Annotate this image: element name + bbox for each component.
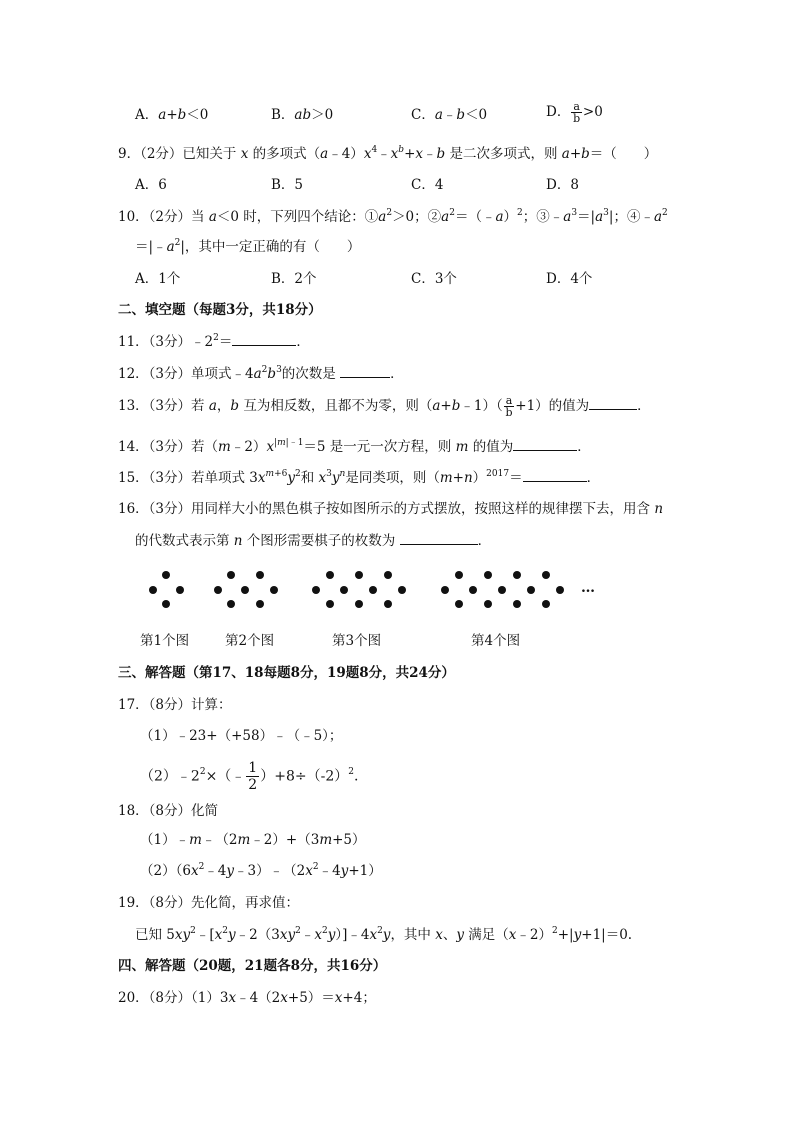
dot — [312, 586, 320, 594]
q10-option-a: A．1个 — [135, 271, 181, 287]
q19-body: 已知 $5xy^2﹣[x^2y﹣2(3xy^2﹣x^2y)]﹣4x^2y$，其中 x、y 满足（x﹣2）$^2$+|y+1|＝0. — [135, 925, 633, 943]
dot — [513, 571, 521, 579]
q17-heading: 17．（8分）计算： — [118, 697, 232, 713]
section-2-heading: 二、填空题（每题3分，共18分） — [118, 302, 322, 318]
dot — [384, 571, 392, 579]
q9-option-c: C．4 — [411, 177, 444, 193]
q14: 14．（3分）若$(m﹣2)x^{|m|﹣1}=5$ 是一元一次方程，则 m 的值为 ． — [118, 437, 591, 455]
dot — [542, 600, 550, 608]
q8-option-b: B．ab＞0 — [271, 107, 334, 123]
dot — [469, 586, 477, 594]
q17-part-2: $(2)﹣2^2\times(﹣$ $\frac{1}{2}$ ）$+8\div(-2)^2$. — [140, 760, 359, 793]
q14-answer-blank[interactable] — [513, 436, 577, 451]
q16-stem-line1: 16．（3分）用同样大小的黑色棋子按如图所示的方式摆放，按照这样的规律摆下去，用含 n — [118, 501, 664, 517]
q9-option-d: D．8 — [546, 177, 579, 193]
dot — [149, 586, 157, 594]
dot — [227, 571, 235, 579]
q10-stem-line1: 10．（2分）当 a＜0 时，下列四个结论：$①a^2>0$；$②a^2=(﹣a)^2$；$③﹣a^3=|a^3|$；$④﹣a^2$ — [118, 207, 668, 225]
section-4-heading: 四、解答题（20题，21题各8分，共16分） — [118, 958, 387, 974]
q19-heading: 19．（8分）先化简，再求值： — [118, 895, 300, 911]
q18-part-1: （1）﹣m﹣（2m﹣2）+（3m+5） — [140, 832, 366, 848]
dot — [227, 600, 235, 608]
q10-option-c: C．3个 — [411, 271, 457, 287]
fraction-one-half: $\frac{1}{2}$ — [248, 760, 258, 793]
q18-part-2: $(2)(6x^2﹣4y﹣3)﹣(2x^2﹣4y+1)$ — [140, 861, 382, 879]
dot — [176, 586, 184, 594]
q11: 11．（3分）$﹣2^2=$ ． — [118, 332, 310, 350]
q13-answer-blank[interactable] — [589, 395, 637, 410]
dot — [542, 571, 550, 579]
dot — [398, 586, 406, 594]
fraction-a-over-b: $\frac{a}{b}$ — [573, 100, 581, 125]
dot — [256, 571, 264, 579]
figure-2-label: 第2个图 — [225, 633, 275, 649]
q10-stem-line2: $=|﹣a^2|$，其中一定正确的有（ ） — [135, 237, 361, 255]
q10-option-b: B．2个 — [271, 271, 317, 287]
dot — [326, 600, 334, 608]
dot — [484, 571, 492, 579]
dot — [214, 586, 222, 594]
q16-dot-pattern-figures — [0, 560, 794, 620]
dot — [369, 586, 377, 594]
dot — [162, 571, 170, 579]
q10-option-d: D．4个 — [546, 271, 593, 287]
q13: 13．（3分）若 a，b 互为相反数，且都不为零，则（a+b﹣1）（ $\frac{a}{b}$ +1）的值为 ． — [118, 394, 651, 419]
dot — [241, 586, 249, 594]
dot-pattern-svg — [0, 560, 794, 620]
dot — [256, 600, 264, 608]
q9-stem: 9．（2分）已知关于 x 的多项式$(a﹣4)x^4﹣x^b+x﹣b$ 是二次多项式，则 a+b＝（ ） — [118, 144, 658, 162]
dot — [527, 586, 535, 594]
q15: 15．（3分）若单项式 $3x^{m+6}y^2$和 $x^3y^n$是同类项，则$(m+n)^{2017}=$ ． — [118, 468, 601, 486]
q12: 12．（3分）单项式$﹣4a^2b^3$的次数是 ． — [118, 364, 404, 382]
dot — [326, 571, 334, 579]
dot — [340, 586, 348, 594]
dot — [162, 600, 170, 608]
q17-part-1: （1）﹣23+（+58）﹣（﹣5）； — [140, 728, 343, 744]
q16-stem-line2: 的代数式表示第 n 个图形需要棋子的枚数为 ． — [135, 530, 491, 551]
q11-answer-blank[interactable] — [232, 331, 296, 346]
q12-answer-blank[interactable] — [340, 363, 390, 378]
section-3-heading: 三、解答题（第17、18每题8分，19题8分，共24分） — [118, 665, 455, 681]
figure-3-label: 第3个图 — [332, 633, 382, 649]
dot — [270, 586, 278, 594]
q8-option-d: D． $\frac{a}{b}$ >0 — [546, 100, 603, 125]
dot — [556, 586, 564, 594]
q18-heading: 18．（8分）化简 — [118, 803, 219, 819]
figure-4-label: 第4个图 — [471, 633, 521, 649]
dot — [355, 571, 363, 579]
q9-option-a: A．6 — [135, 177, 167, 193]
dot — [513, 600, 521, 608]
dot — [498, 586, 506, 594]
dot — [455, 600, 463, 608]
figure-1-label: 第1个图 — [140, 633, 190, 649]
dot — [484, 600, 492, 608]
q16-answer-blank[interactable] — [400, 530, 478, 545]
fraction-a-over-b: $\frac{a}{b}$ — [505, 394, 513, 419]
q8-option-a: A．a+b＜0 — [135, 107, 209, 123]
q8-option-c: C．a﹣b＜0 — [411, 107, 488, 123]
dot — [455, 571, 463, 579]
ellipsis: … — [581, 580, 595, 596]
dot — [441, 586, 449, 594]
q15-answer-blank[interactable] — [523, 467, 587, 482]
q20: 20．（8分）（1）3x﹣4（2x+5）＝x+4； — [118, 990, 376, 1006]
dot — [384, 600, 392, 608]
q9-option-b: B．5 — [271, 177, 304, 193]
dot — [355, 600, 363, 608]
